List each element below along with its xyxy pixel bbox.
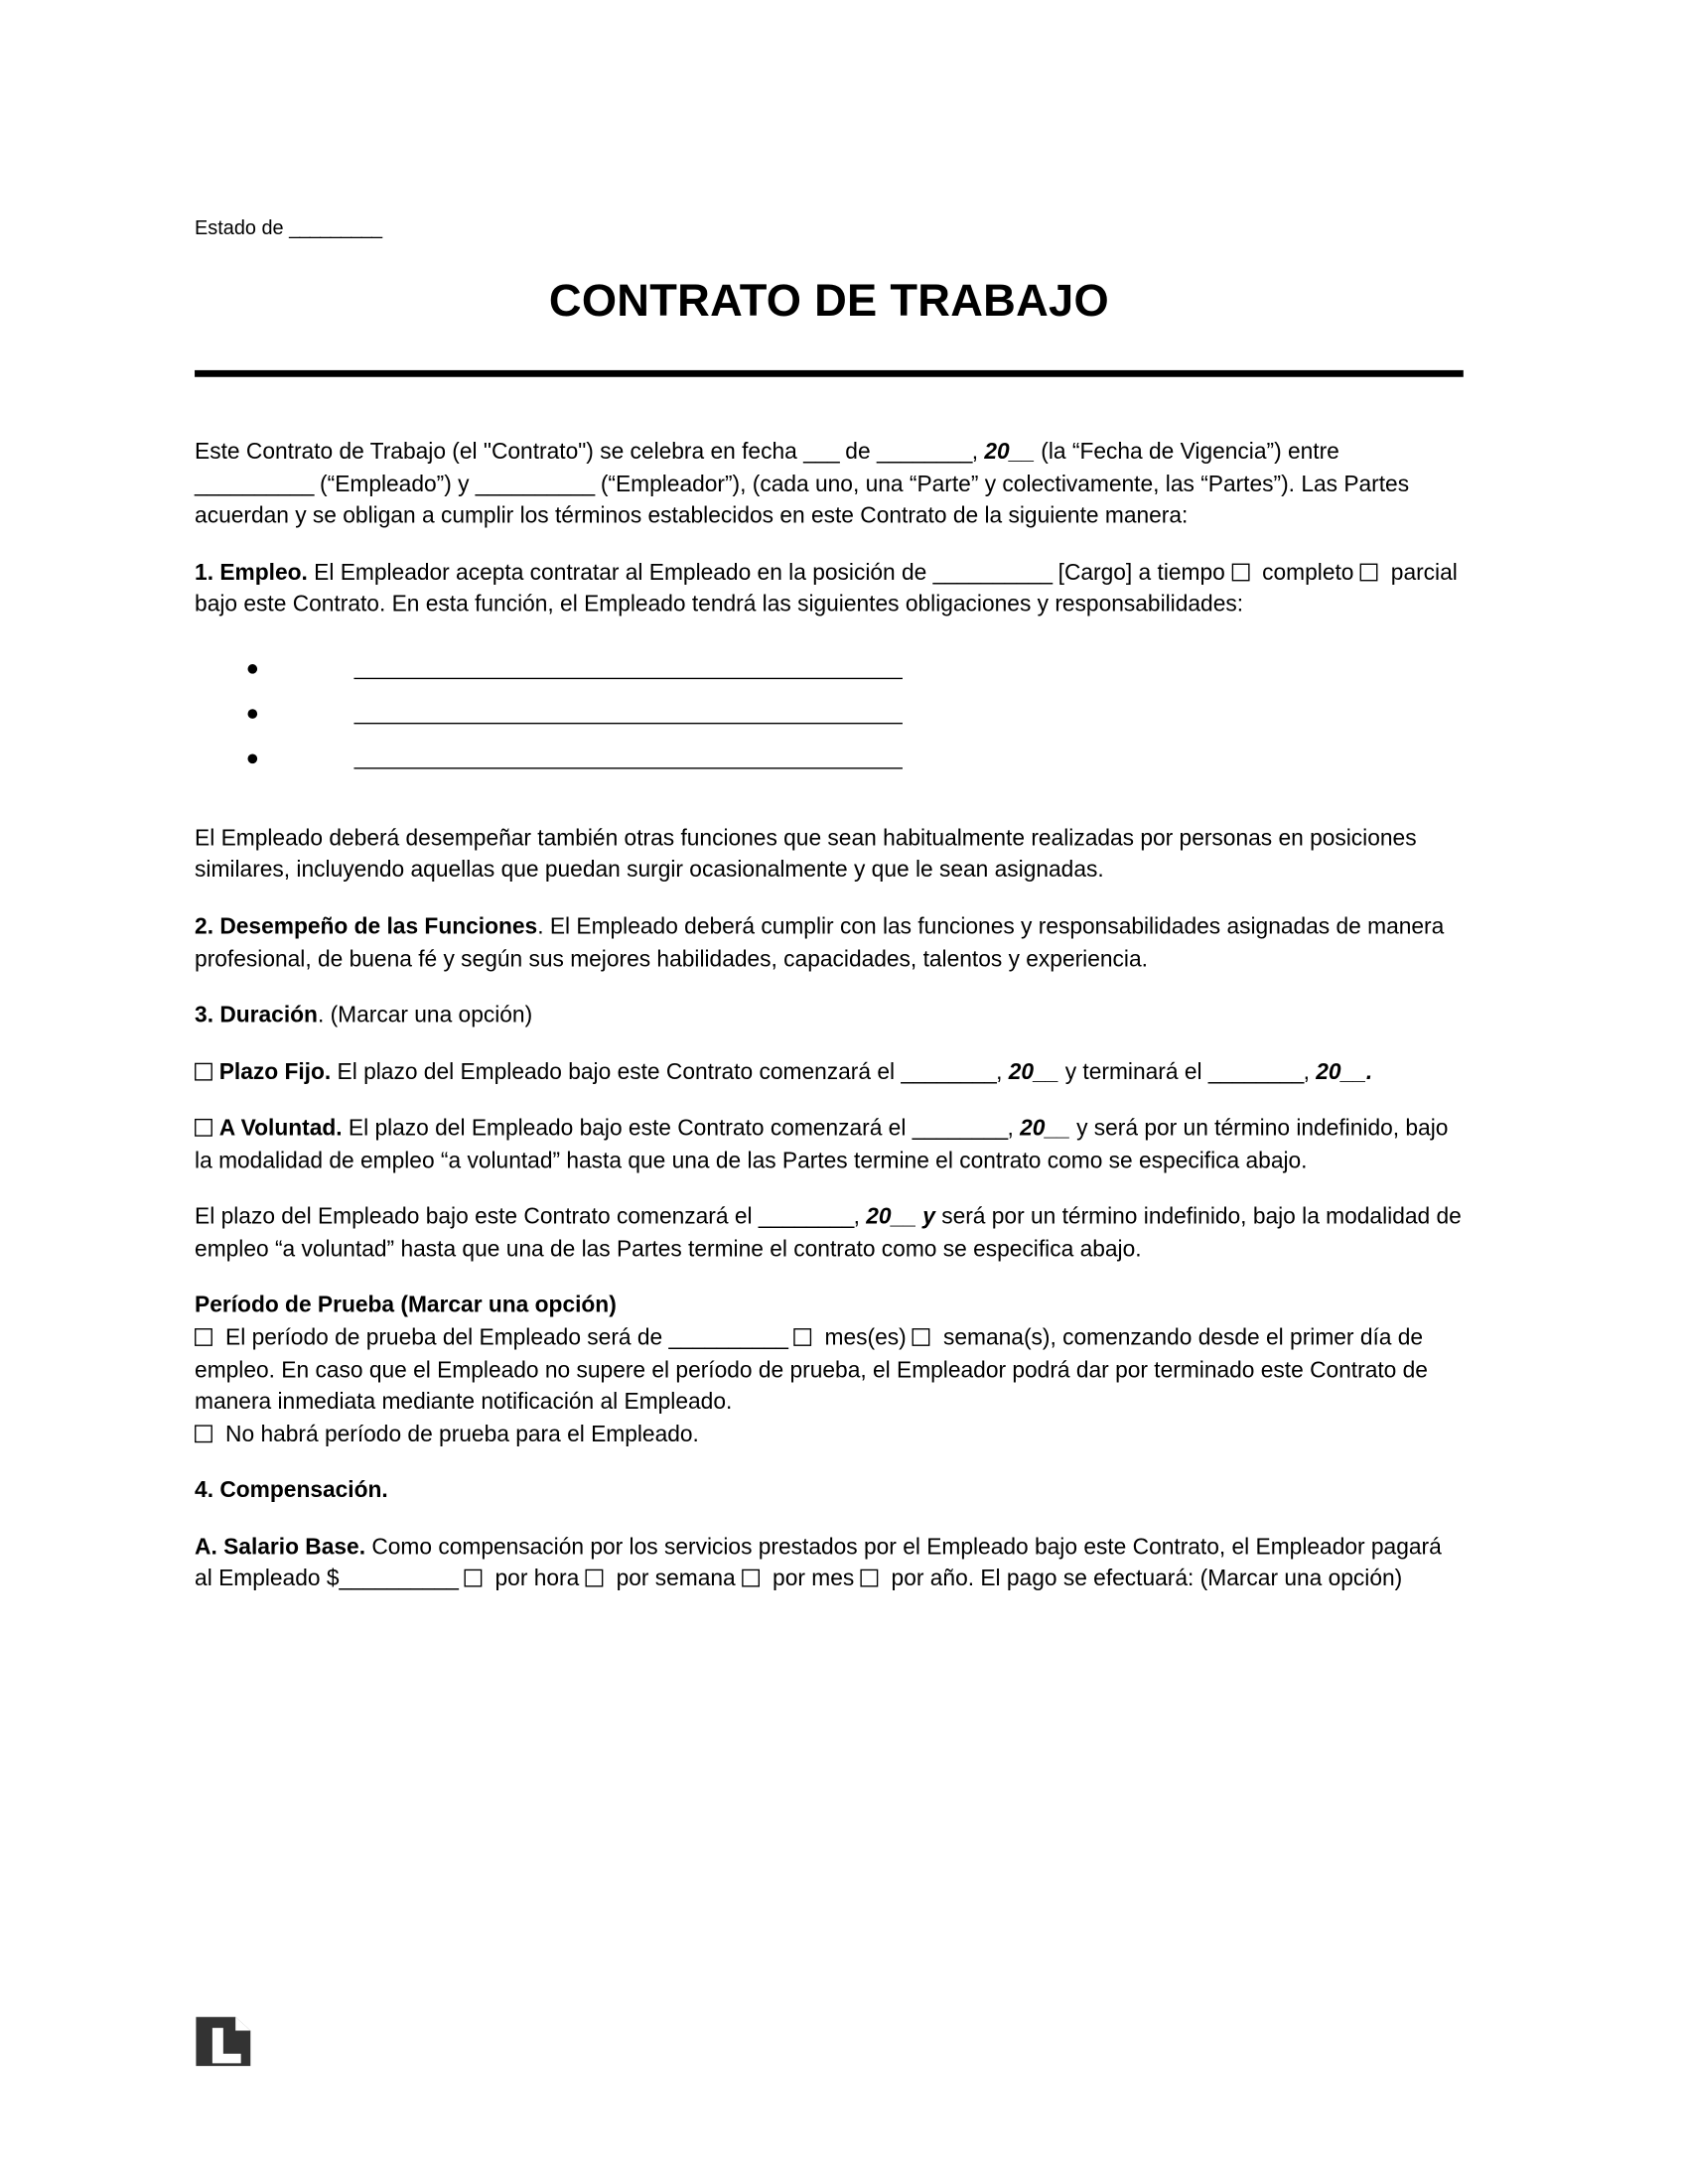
duty-blank-line-3[interactable] xyxy=(353,746,903,768)
label-salario-base: A. Salario Base. xyxy=(195,1533,366,1560)
blank-year[interactable]: 20__ xyxy=(984,438,1035,465)
duties-list xyxy=(195,656,1464,776)
probation-heading xyxy=(195,1290,1464,1321)
intro-text-b: de xyxy=(838,438,877,465)
option-a-voluntad xyxy=(195,1112,1464,1176)
blank-employer-name[interactable]: __________ xyxy=(475,470,595,496)
label-por-mes: por mes xyxy=(766,1566,861,1592)
restatement-text-a: El plazo del Empleado bajo este Contrato comenzará el xyxy=(195,1203,759,1230)
state-label: Estado de xyxy=(195,217,290,240)
probation-blank-duration[interactable]: __________ xyxy=(668,1323,788,1351)
restatement-blank-start[interactable]: ________ xyxy=(758,1203,854,1230)
checkbox-a-voluntad[interactable] xyxy=(195,1119,212,1137)
checkbox-plazo-fijo[interactable] xyxy=(195,1062,212,1080)
section-4-heading: 4. Compensación. xyxy=(195,1476,388,1503)
section-1-text-a: El Empleador acepta contratar al Empleado en la posición de xyxy=(307,559,933,586)
section-1-text-b: [Cargo] a tiempo xyxy=(1052,559,1232,586)
intro-text-c: , xyxy=(971,438,985,465)
label-tiempo-completo: completo xyxy=(1255,559,1360,586)
label-a-voluntad: A Voluntad. xyxy=(218,1115,343,1142)
plazo-fijo-text-e: . xyxy=(1365,1058,1373,1085)
list-item xyxy=(195,746,1464,775)
a-voluntad-text-b: , xyxy=(1007,1115,1021,1142)
section-4a-base-salary xyxy=(195,1531,1464,1595)
label-tiempo-parcial: parcial bajo este Contrato. En esta función, el Empleado tendrá las siguientes obligaciones y responsabilidades: xyxy=(195,559,1458,617)
blank-salary-amount[interactable]: __________ xyxy=(339,1566,459,1592)
section-3-heading: 3. Duración xyxy=(195,1002,318,1028)
a-voluntad-blank-start[interactable]: ________ xyxy=(912,1115,1008,1142)
restatement-year-start[interactable]: 20__ y xyxy=(866,1203,935,1230)
restatement-text-c: será por un término indefinido, bajo la modalidad de empleo “a voluntad” hasta que una de las Partes termine el contrato como se especifica abajo. xyxy=(195,1203,1462,1262)
plazo-fijo-text-a: El plazo del Empleado bajo este Contrato comenzará el xyxy=(331,1058,902,1085)
bullet-icon xyxy=(248,709,258,719)
duration-restatement xyxy=(195,1201,1464,1266)
label-plazo-fijo: Plazo Fijo. xyxy=(218,1058,332,1085)
checkbox-por-semana[interactable] xyxy=(586,1570,604,1587)
section-1-heading: 1. Empleo. xyxy=(195,559,308,586)
checkbox-por-hora[interactable] xyxy=(465,1570,483,1587)
blank-month[interactable]: ________ xyxy=(876,438,972,465)
section-3-heading-rest: . (Marcar una opción) xyxy=(317,1002,533,1028)
blank-day[interactable]: ___ xyxy=(803,438,839,465)
list-item xyxy=(195,701,1464,731)
title-divider xyxy=(195,370,1464,377)
plazo-fijo-year-start[interactable]: 20__ xyxy=(1008,1058,1059,1085)
section-1-employment xyxy=(195,556,1464,620)
label-por-hora: por hora xyxy=(489,1566,586,1592)
checkbox-tiempo-parcial[interactable] xyxy=(1360,563,1378,581)
blank-position[interactable]: __________ xyxy=(932,559,1053,586)
salario-base-text-a: Como compensación por los servicios prestados por el Empleado bajo este Contrato, el Empleador pagará al Empleado $ xyxy=(195,1533,1442,1592)
legal-templates-logo-icon xyxy=(195,2011,252,2071)
a-voluntad-year-start[interactable]: 20__ xyxy=(1020,1115,1070,1142)
probation-heading-text: Período de Prueba (Marcar una opción) xyxy=(195,1292,617,1318)
section-1-after-duties: El Empleado deberá desempeñar también otras funciones que sean habitualmente realizadas por personas en posiciones similares, incluyendo aquellas que puedan surgir ocasionalmente y que le sean asignadas. xyxy=(195,824,1417,883)
checkbox-probation-no[interactable] xyxy=(195,1425,212,1442)
intro-text-d: (la “Fecha de Vigencia”) entre xyxy=(1034,438,1339,465)
label-probation-semanas: semana(s), comenzando desde el primer día de empleo. En caso que el Empleado no supere el período de prueba, el Empleador podrá dar por terminado este Contrato de manera inmediata mediante notificación al Empleado. xyxy=(195,1323,1428,1415)
bullet-icon xyxy=(248,753,258,763)
intro-paragraph xyxy=(195,436,1464,532)
bullet-icon xyxy=(248,664,258,674)
checkbox-tiempo-completo[interactable] xyxy=(1231,563,1249,581)
page-title: CONTRATO DE TRABAJO xyxy=(548,274,1109,326)
plazo-fijo-text-c: y terminará el xyxy=(1058,1058,1208,1085)
list-item xyxy=(195,656,1464,686)
section-2-heading: 2. Desempeño de las Funciones xyxy=(195,912,538,939)
intro-text-f: (“Empleador”), (cada uno, una “Parte” y colectivamente, las “Partes”). Las Partes acuerdan y se obligan a cumplir los términos establecidos en este Contrato de la siguiente manera: xyxy=(195,470,1410,529)
section-4-compensation-heading xyxy=(195,1474,1464,1506)
a-voluntad-text-c: y será por un término indefinido, bajo la modalidad de empleo “a voluntad” hasta que una de las Partes termine el contrato como se especifica abajo. xyxy=(195,1115,1449,1173)
checkbox-por-ano[interactable] xyxy=(861,1570,879,1587)
label-probation-meses: mes(es) xyxy=(818,1323,914,1351)
checkbox-probation-meses[interactable] xyxy=(794,1328,812,1346)
checkbox-probation-yes[interactable] xyxy=(195,1328,212,1346)
a-voluntad-text-a: El plazo del Empleado bajo este Contrato comenzará el xyxy=(342,1115,913,1142)
label-por-ano: por año. El pago se efectuará: (Marcar una opción) xyxy=(885,1566,1403,1592)
restatement-text-b: , xyxy=(853,1203,867,1230)
state-blank[interactable]: _________ xyxy=(289,217,382,240)
section-2-performance xyxy=(195,910,1464,975)
option-plazo-fijo xyxy=(195,1055,1464,1087)
duty-blank-line-1[interactable] xyxy=(353,656,903,679)
probation-option-1 xyxy=(195,1321,1464,1418)
plazo-fijo-text-d: , xyxy=(1303,1058,1317,1085)
probation-opt1-text-a: El período de prueba del Empleado será de xyxy=(218,1323,669,1351)
plazo-fijo-blank-end[interactable]: ________ xyxy=(1207,1058,1304,1085)
checkbox-probation-semanas[interactable] xyxy=(913,1328,930,1346)
label-probation-no: No habrá período de prueba para el Empleado. xyxy=(218,1420,699,1446)
plazo-fijo-year-end[interactable]: 20__ xyxy=(1316,1058,1366,1085)
probation-option-2 xyxy=(195,1418,1464,1449)
section-3-duration-heading xyxy=(195,999,1464,1030)
document-body xyxy=(195,436,1464,1620)
state-line xyxy=(195,217,381,241)
duty-blank-line-2[interactable] xyxy=(353,701,903,724)
blank-employee-name[interactable]: __________ xyxy=(195,470,314,496)
section-2-text: . El Empleado deberá cumplir con las funciones y responsabilidades asignadas de manera profesional, de buena fé y según sus mejores habilidades, capacidades, talentos y experiencia. xyxy=(195,912,1445,972)
plazo-fijo-blank-start[interactable]: ________ xyxy=(901,1058,997,1085)
label-por-semana: por semana xyxy=(610,1566,743,1592)
checkbox-por-mes[interactable] xyxy=(742,1570,760,1587)
intro-text-a: Este Contrato de Trabajo (el "Contrato") se celebra en fecha xyxy=(195,438,804,465)
intro-text-e: (“Empleado”) y xyxy=(313,470,476,496)
plazo-fijo-text-b: , xyxy=(996,1058,1009,1085)
